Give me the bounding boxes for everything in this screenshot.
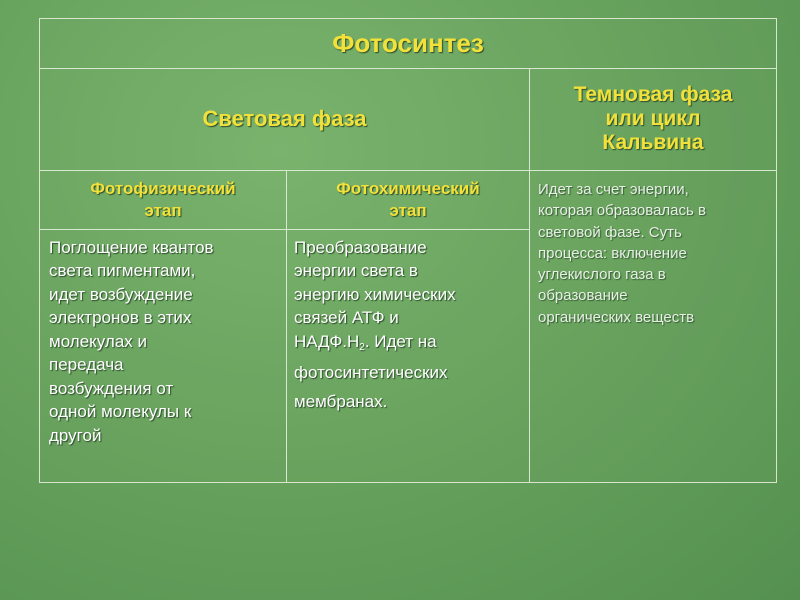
dark-phase-line: или цикл bbox=[605, 106, 701, 130]
photophysical-line: электронов в этих bbox=[49, 308, 192, 328]
photochemical-line-nadp bbox=[294, 330, 524, 355]
nadp-prefix: НАДФ.Н bbox=[294, 331, 360, 351]
photochemical-line: фотосинтетических bbox=[294, 362, 448, 382]
table-title bbox=[40, 19, 776, 68]
photochemical-line: Преобразование bbox=[294, 238, 427, 257]
photophysical-description bbox=[49, 236, 281, 476]
dark-description-line: световой фазе. Суть bbox=[538, 223, 682, 241]
photophysical-line: света пигментами, bbox=[49, 261, 196, 281]
divider-stage-head bbox=[40, 229, 529, 230]
photochemical-line: мембранах. bbox=[294, 392, 388, 412]
photochemical-line: энергии света в bbox=[294, 261, 418, 281]
dark-description-line: образование bbox=[538, 287, 628, 305]
title-text: Фотосинтез bbox=[332, 28, 484, 58]
dark-description-line: которая образовалась в bbox=[538, 202, 706, 220]
light-phase-header bbox=[40, 68, 529, 170]
dark-description-line: углекислого газа в bbox=[538, 266, 666, 284]
dark-phase-description bbox=[538, 179, 770, 349]
photochemical-line: энергию химических bbox=[294, 284, 456, 304]
photophysical-line: Поглощение квантов bbox=[49, 238, 214, 257]
photophysical-line: молекулах и bbox=[49, 331, 147, 351]
photophysical-line: другой bbox=[49, 425, 102, 445]
photophysical-line: возбуждения от bbox=[49, 378, 174, 398]
photophysical-header-line: Фотофизический bbox=[90, 179, 236, 199]
photochemical-header-line: этап bbox=[389, 200, 427, 220]
photosynthesis-table bbox=[39, 18, 777, 483]
photochemical-description bbox=[294, 236, 524, 476]
photophysical-header bbox=[40, 170, 286, 229]
nadp-suffix: . Идет на bbox=[364, 331, 437, 351]
dark-phase-line: Кальвина bbox=[602, 131, 704, 155]
dark-phase-header bbox=[530, 68, 776, 170]
dark-description-line: процесса: включение bbox=[538, 244, 687, 262]
light-phase-text: Световая фаза bbox=[202, 106, 367, 131]
dark-description-line: органических веществ bbox=[538, 308, 695, 326]
dark-phase-line: Темновая фаза bbox=[573, 82, 733, 106]
photochemical-header bbox=[287, 170, 529, 229]
photophysical-line: передача bbox=[49, 355, 124, 375]
dark-phase-text bbox=[574, 83, 733, 155]
photophysical-line: одной молекулы к bbox=[49, 402, 192, 422]
dark-description-line: Идет за счет энергии, bbox=[538, 181, 689, 198]
photochemical-line: связей АТФ и bbox=[294, 308, 399, 328]
photophysical-header-line: этап bbox=[144, 200, 182, 220]
nadp-subscript: 2 bbox=[359, 341, 365, 353]
photochemical-header-line: Фотохимический bbox=[336, 179, 480, 199]
photophysical-line: идет возбуждение bbox=[49, 284, 193, 304]
